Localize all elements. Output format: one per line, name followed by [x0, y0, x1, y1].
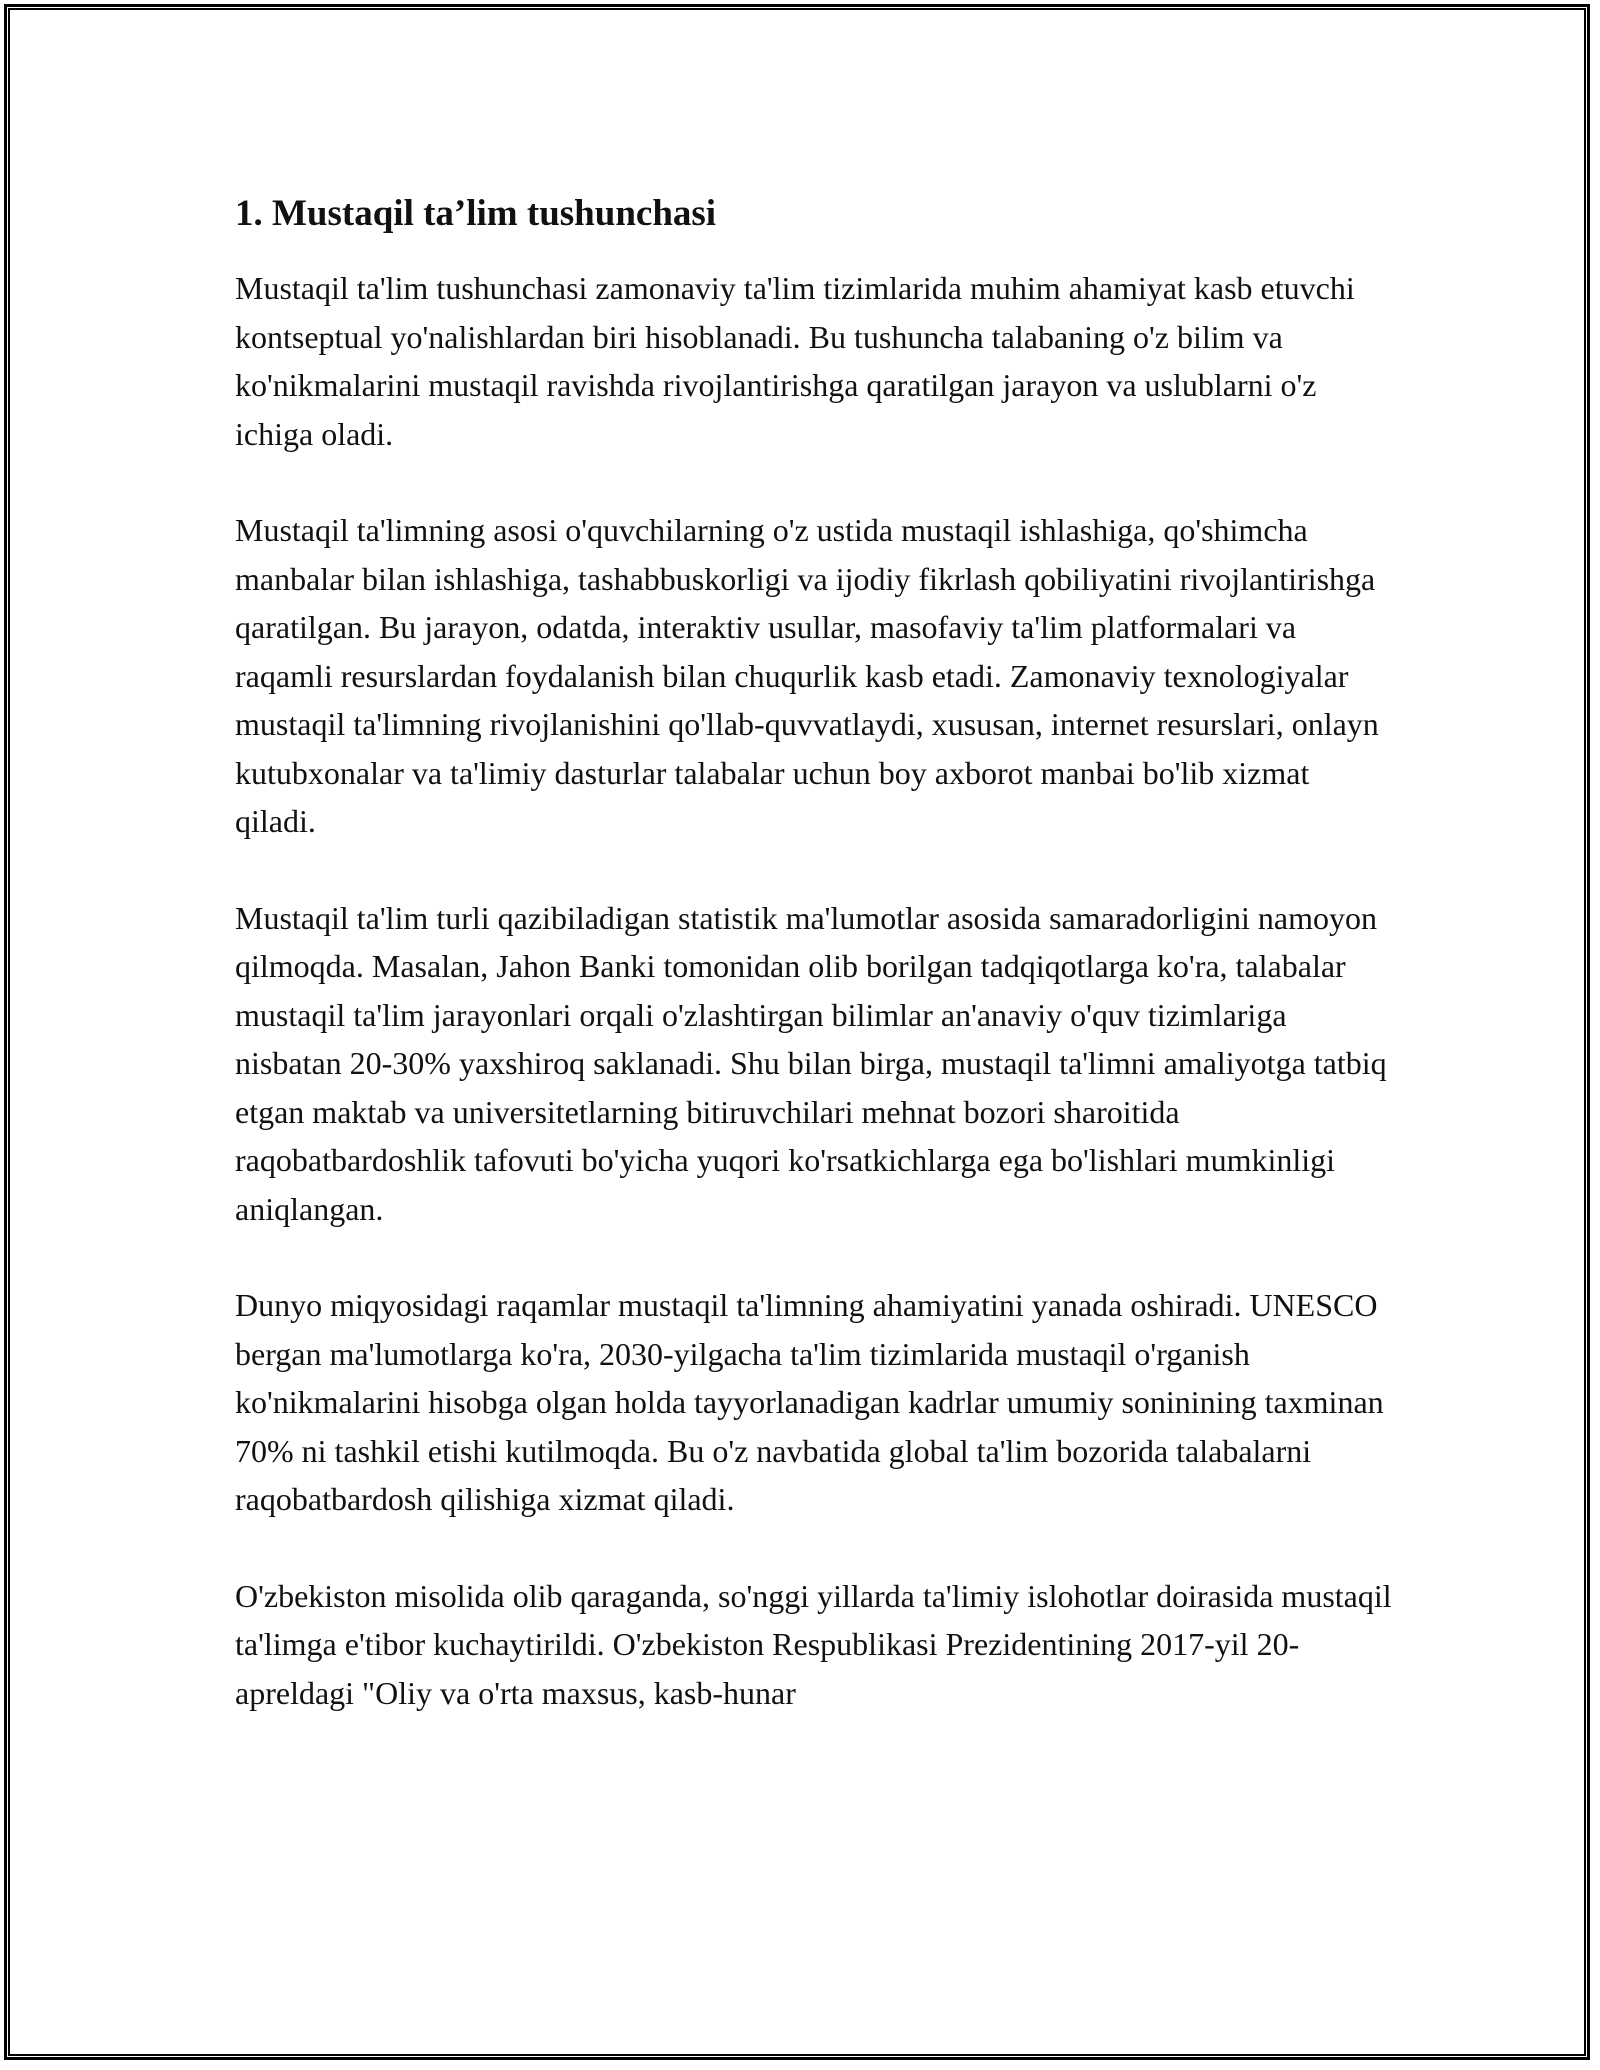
paragraph-3: Mustaqil ta'lim turli qazibiladigan statistik ma'lumotlar asosida samaradorligini namoyon qilmoqda. Masalan, Jahon Banki tomonidan olib borilgan tadqiqotlarga ko'ra, talabalar mustaqil ta'lim jarayonlari orqali o'zlashtirgan bilimlar an'anaviy o'quv tizimlariga nisbatan 20-30% yaxshiroq saklanadi. Shu bilan birga, mustaqil ta'limni amaliyotga tatbiq etgan maktab va universitetlarning bitiruvchilari mehnat bozori sharoitida raqobatbardoshlik tafovuti bo'yicha yuqori ko'rsatkichlarga ega bo'lishlari mumkinligi aniqlangan.: [235, 899, 1387, 1227]
paragraph-2: Mustaqil ta'limning asosi o'quvchilarning o'z ustida mustaqil ishlashiga, qo'shimcha manbalar bilan ishlashiga, tashabbuskorligi va ijodiy fikrlash qobiliyatini rivojlantirishga qaratilgan. Bu jarayon, odatda, interaktiv usullar, masofaviy ta'lim platformalari va raqamli resurslardan foydalanish bilan chuqurlik kasb etadi. Zamonaviy texnologiyalar mustaqil ta'limning rivojlanishini qo'llab-quvvatlaydi, xususan, internet resurslari, onlayn kutubxonalar va ta'limiy dasturlar talabalar uchun boy axborot manbai bo'lib xizmat qiladi.: [235, 512, 1379, 839]
section-heading: 1. Mustaqil ta’lim tushunchasi: [235, 193, 717, 234]
document-body: [235, 190, 1395, 1765]
paragraph-4: Dunyo miqyosidagi raqamlar mustaqil ta'limning ahamiyatini yanada oshiradi. UNESCO bergan ma'lumotlarga ko'ra, 2030-yilgacha ta'lim tizimlarida mustaqil o'rganish ko'nikmalarini hisobga olgan holda tayyorlanadigan kadrlar umumiy soninining taxminan 70% ni tashkil etishi kutilmoqda. Bu o'z navbatida global ta'lim bozorida talabalarni raqobatbardosh qilishiga xizmat qiladi.: [235, 1287, 1384, 1517]
paragraph-5: O'zbekiston misolida olib qaraganda, so'nggi yillarda ta'limiy islohotlar doirasida mustaqil ta'limga e'tibor kuchaytirildi. O'zbekiston Respublikasi Prezidentining 2017-yil 20-apreldagi "Oliy va o'rta maxsus, kasb-hunar: [235, 1577, 1392, 1711]
paragraph-1: Mustaqil ta'lim tushunchasi zamonaviy ta'lim tizimlarida muhim ahamiyat kasb etuvchi kontseptual yo'nalishlardan biri hisoblanadi. Bu tushuncha talabaning o'z bilim va ko'nikmalarini mustaqil ravishda rivojlantirishga qaratilgan jarayon va uslublarni o'z ichiga oladi.: [235, 270, 1355, 452]
